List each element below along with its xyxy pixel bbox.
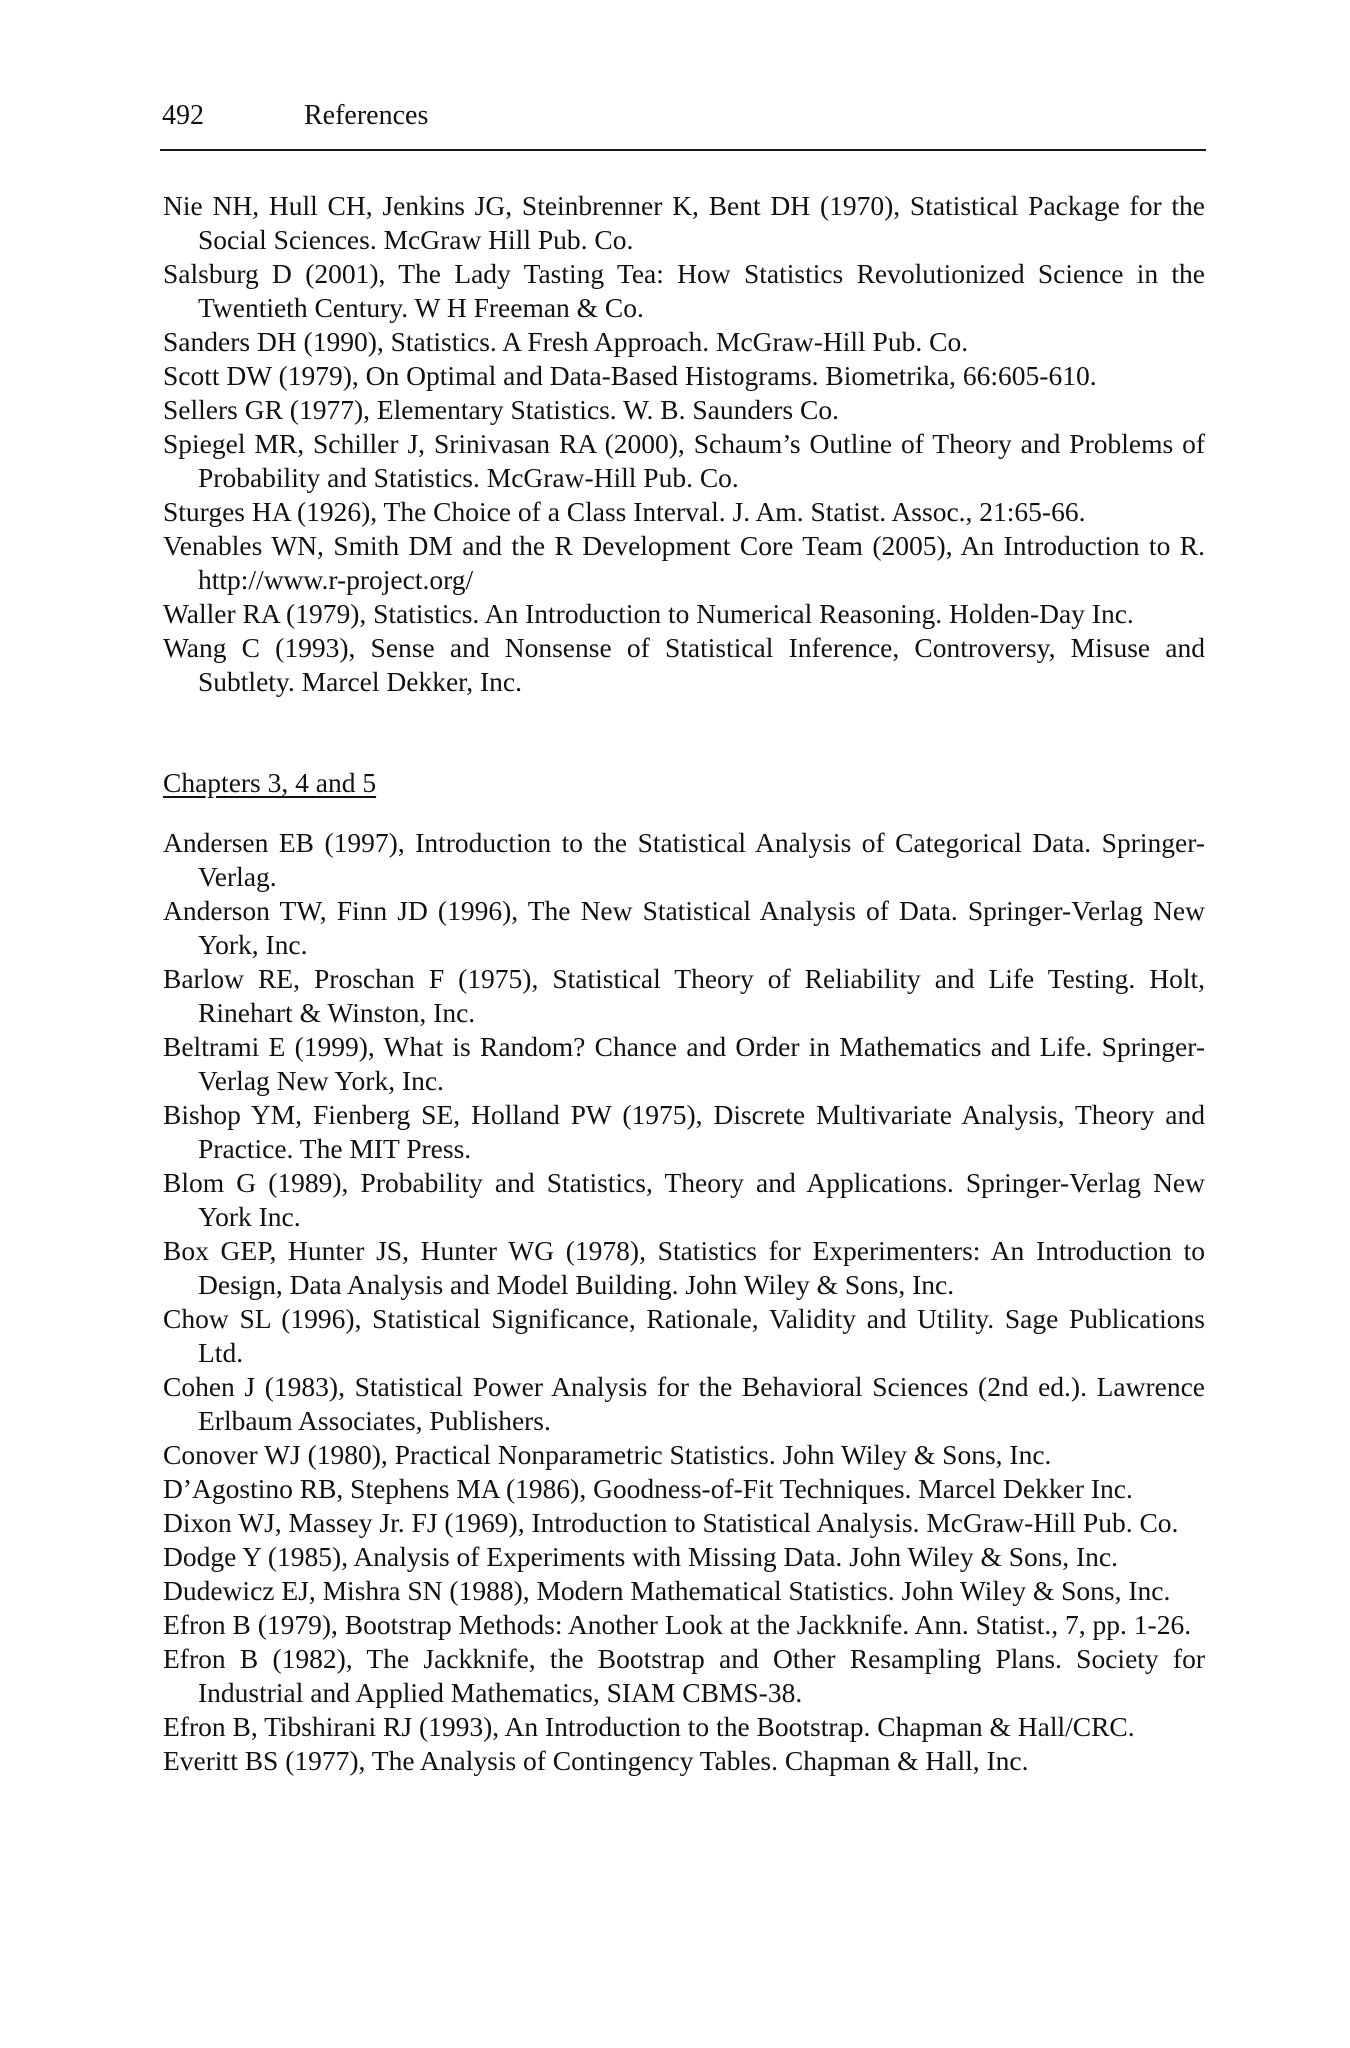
reference-entry: Efron B (1979), Bootstrap Methods: Another Look at the Jackknife. Ann. Statist., 7, pp. 1-26. (163, 1609, 1192, 1640)
reference-entry: Bishop YM, Fienberg SE, Holland PW (1975), Discrete Multivariate Analysis, Theory and Practice. The MIT Press. (163, 1099, 1205, 1164)
reference-entry: Blom G (1989), Probability and Statistics, Theory and Applications. Springer-Verlag New York Inc. (163, 1167, 1205, 1232)
reference-entry: Everitt BS (1977), The Analysis of Contingency Tables. Chapman & Hall, Inc. (163, 1745, 1029, 1776)
reference-entry: Beltrami E (1999), What is Random? Chance and Order in Mathematics and Life. Springer-Verlag New York, Inc. (163, 1031, 1205, 1096)
reference-entry: Chow SL (1996), Statistical Significance, Rationale, Validity and Utility. Sage Publications Ltd. (163, 1303, 1205, 1368)
page-number: 492 (162, 100, 204, 131)
reference-entry: Anderson TW, Finn JD (1996), The New Statistical Analysis of Data. Springer-Verlag New York, Inc. (163, 895, 1205, 960)
running-head (162, 96, 1206, 136)
reference-entry: Venables WN, Smith DM and the R Development Core Team (2005), An Introduction to R. http://www.r-project.org/ (163, 530, 1205, 595)
references-continued-list (163, 189, 1205, 699)
reference-entry: Wang C (1993), Sense and Nonsense of Statistical Inference, Controversy, Misuse and Subtlety. Marcel Dekker, Inc. (163, 632, 1205, 697)
reference-entry: Box GEP, Hunter JS, Hunter WG (1978), Statistics for Experimenters: An Introduction to Design, Data Analysis and Model Building. John Wiley & Sons, Inc. (163, 1235, 1205, 1300)
reference-entry: Conover WJ (1980), Practical Nonparametric Statistics. John Wiley & Sons, Inc. (163, 1439, 1052, 1470)
reference-entry: Scott DW (1979), On Optimal and Data-Based Histograms. Biometrika, 66:605-610. (163, 360, 1097, 391)
chapters-references-list (163, 826, 1205, 1778)
reference-entry: Nie NH, Hull CH, Jenkins JG, Steinbrenner K, Bent DH (1970), Statistical Package for the Social Sciences. McGraw Hill Pub. Co. (163, 190, 1205, 255)
reference-entry: Dixon WJ, Massey Jr. FJ (1969), Introduction to Statistical Analysis. McGraw-Hill Pub. Co. (163, 1507, 1179, 1538)
reference-entry: Spiegel MR, Schiller J, Srinivasan RA (2000), Schaum’s Outline of Theory and Problems of Probability and Statistics. McGraw-Hill Pub. Co. (163, 428, 1205, 493)
reference-entry: Waller RA (1979), Statistics. An Introduction to Numerical Reasoning. Holden-Day Inc. (163, 598, 1134, 629)
reference-entry: Sellers GR (1977), Elementary Statistics. W. B. Saunders Co. (163, 394, 839, 425)
reference-entry: Barlow RE, Proschan F (1975), Statistical Theory of Reliability and Life Testing. Holt, Rinehart & Winston, Inc. (163, 963, 1205, 1028)
reference-entry: Efron B (1982), The Jackknife, the Bootstrap and Other Resampling Plans. Society for Industrial and Applied Mathematics, SIAM CBMS-38. (163, 1643, 1205, 1708)
reference-entry: D’Agostino RB, Stephens MA (1986), Goodness-of-Fit Techniques. Marcel Dekker Inc. (163, 1473, 1133, 1504)
reference-entry: Cohen J (1983), Statistical Power Analysis for the Behavioral Sciences (2nd ed.). Lawrence Erlbaum Associates, Publishers. (163, 1371, 1205, 1436)
section-title: References (304, 100, 429, 131)
reference-entry: Andersen EB (1997), Introduction to the Statistical Analysis of Categorical Data. Springer-Verlag. (163, 827, 1205, 892)
reference-entry: Dudewicz EJ, Mishra SN (1988), Modern Mathematical Statistics. John Wiley & Sons, Inc. (163, 1575, 1171, 1606)
chapters-heading: Chapters 3, 4 and 5 (163, 767, 377, 798)
reference-entry: Sanders DH (1990), Statistics. A Fresh Approach. McGraw-Hill Pub. Co. (163, 326, 969, 357)
reference-entry: Salsburg D (2001), The Lady Tasting Tea: How Statistics Revolutionized Science in the Twentieth Century. W H Freeman & Co. (163, 258, 1205, 323)
header-rule (160, 149, 1206, 151)
reference-entry: Sturges HA (1926), The Choice of a Class Interval. J. Am. Statist. Assoc., 21:65-66. (163, 496, 1086, 527)
reference-entry: Dodge Y (1985), Analysis of Experiments with Missing Data. John Wiley & Sons, Inc. (163, 1541, 1118, 1572)
reference-entry: Efron B, Tibshirani RJ (1993), An Introduction to the Bootstrap. Chapman & Hall/CRC. (163, 1711, 1135, 1742)
